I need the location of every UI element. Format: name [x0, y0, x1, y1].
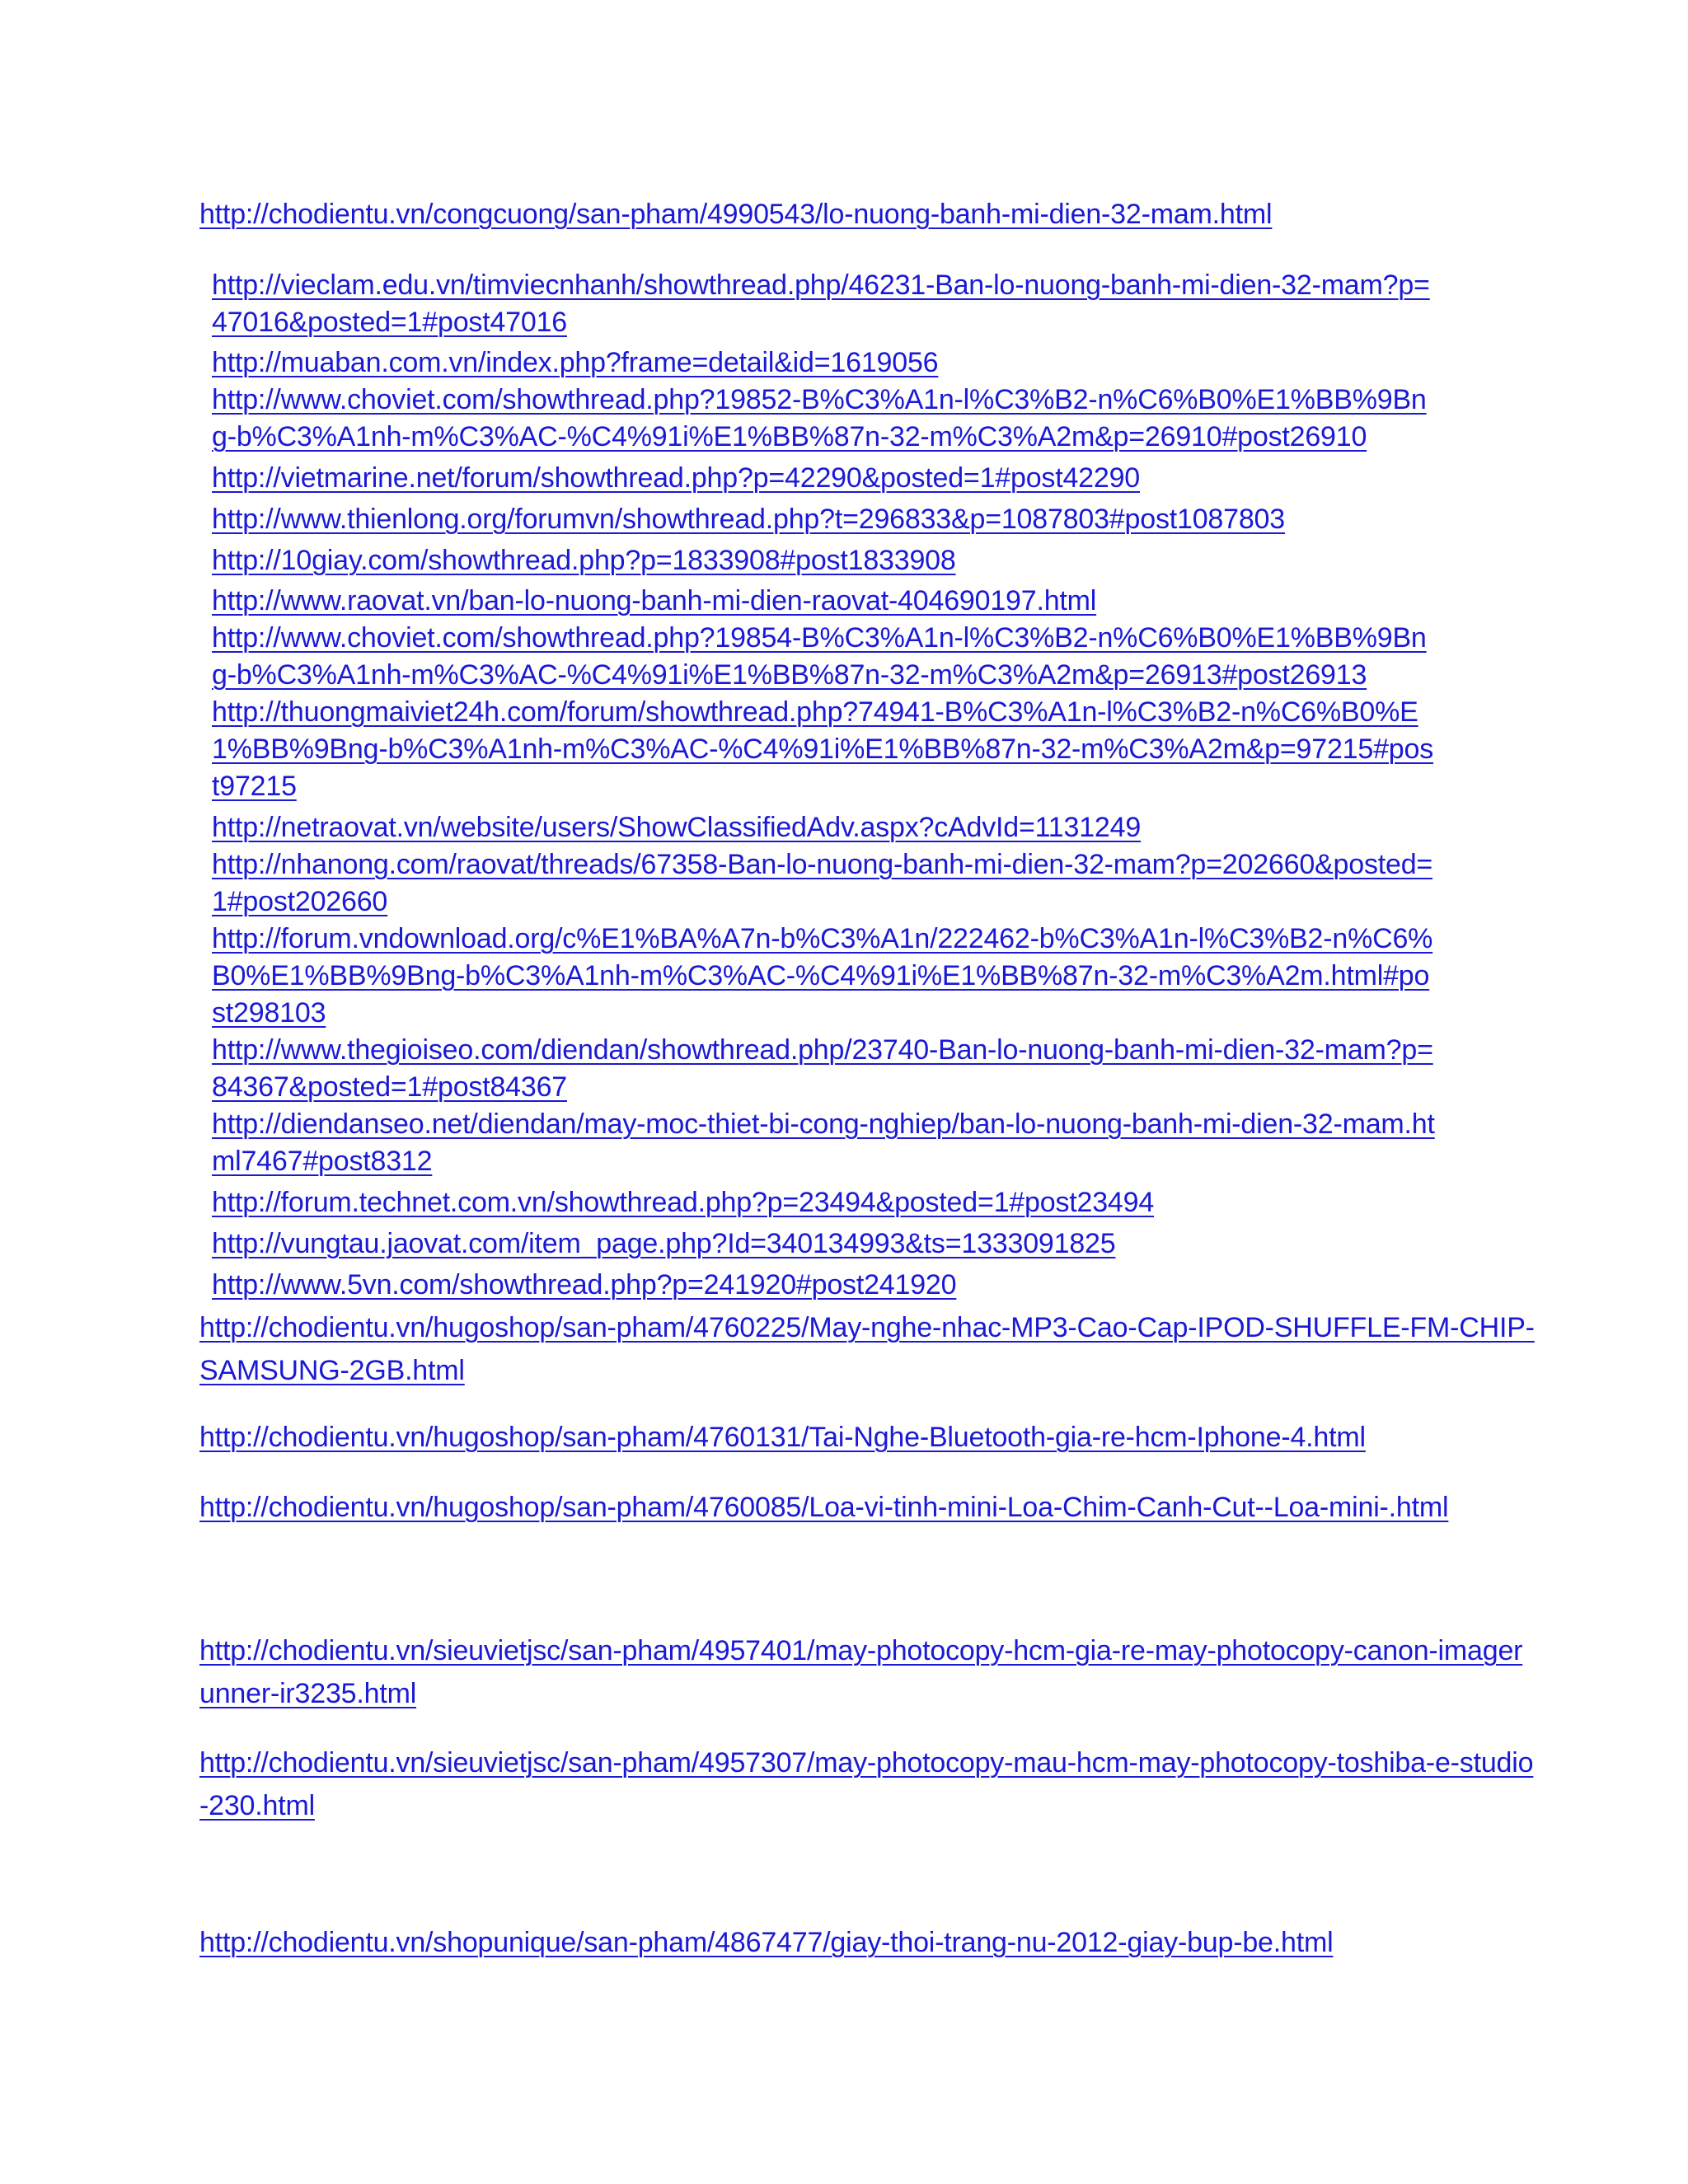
- link-choviet-26910[interactable]: http://www.choviet.com/showthread.php?19852-B%C3%A1n-l%C3%B2-n%C6%B0%E1%BB%9Bng-b%C3%A1nh-m%C3%AC-%C4%91i%E1%BB%87n-32-m%C3%A2m&p=26910#post26910: [212, 384, 1427, 452]
- link-sieuvietjsc-toshiba[interactable]: http://chodientu.vn/sieuvietjsc/san-pham/4957307/may-photocopy-mau-hcm-may-photocopy-toshiba-e-studio-230.html: [199, 1747, 1534, 1821]
- link-jaovat[interactable]: http://vungtau.jaovat.com/item_page.php?Id=340134993&ts=1333091825: [212, 1228, 1116, 1259]
- link-thuongmaiviet24h[interactable]: http://thuongmaiviet24h.com/forum/showthread.php?74941-B%C3%A1n-l%C3%B2-n%C6%B0%E1%BB%9Bng-b%C3%A1nh-m%C3%AC-%C4%91i%E1%BB%87n-32-m%C3%A2m&p=97215#post97215: [212, 696, 1434, 802]
- link-vieclam[interactable]: http://vieclam.edu.vn/timviecnhanh/showthread.php/46231-Ban-lo-nuong-banh-mi-dien-32-mam?p=47016&posted=1#post47016: [212, 269, 1430, 338]
- link-thegioiseo[interactable]: http://www.thegioiseo.com/diendan/showthread.php/23740-Ban-lo-nuong-banh-mi-dien-32-mam?p=84367&posted=1#post84367: [212, 1034, 1433, 1103]
- link-hugoshop-loa[interactable]: http://chodientu.vn/hugoshop/san-pham/4760085/Loa-vi-tinh-mini-Loa-Chim-Canh-Cut--Loa-mini-.html: [199, 1492, 1449, 1523]
- link-chodientu-lo-nuong[interactable]: http://chodientu.vn/congcuong/san-pham/4990543/lo-nuong-banh-mi-dien-32-mam.html: [199, 199, 1273, 230]
- link-shopunique-giay[interactable]: http://chodientu.vn/shopunique/san-pham/4867477/giay-thoi-trang-nu-2012-giay-bup-be.html: [199, 1927, 1334, 1958]
- link-muaban[interactable]: http://muaban.com.vn/index.php?frame=detail&id=1619056: [212, 347, 939, 378]
- link-sieuvietjsc-canon[interactable]: http://chodientu.vn/sieuvietjsc/san-pham/4957401/may-photocopy-hcm-gia-re-may-photocopy-canon-imagerunner-ir3235.html: [199, 1635, 1523, 1709]
- link-netraovat[interactable]: http://netraovat.vn/website/users/ShowClassifiedAdv.aspx?cAdvId=1131249: [212, 812, 1142, 843]
- link-hugoshop-mp3[interactable]: http://chodientu.vn/hugoshop/san-pham/4760225/May-nghe-nhac-MP3-Cao-Cap-IPOD-SHUFFLE-FM-CHIP-SAMSUNG-2GB.html: [199, 1312, 1535, 1386]
- link-nhanong[interactable]: http://nhanong.com/raovat/threads/67358-Ban-lo-nuong-banh-mi-dien-32-mam?p=202660&posted=1#post202660: [212, 849, 1433, 917]
- link-vndownload[interactable]: http://forum.vndownload.org/c%E1%BA%A7n-b%C3%A1n/222462-b%C3%A1n-l%C3%B2-n%C6%B0%E1%BB%9Bng-b%C3%A1nh-m%C3%AC-%C4%91i%E1%BB%87n-32-m%C3%A2m.html#post298103: [212, 923, 1433, 1029]
- link-thienlong[interactable]: http://www.thienlong.org/forumvn/showthread.php?t=296833&p=1087803#post1087803: [212, 504, 1285, 535]
- link-5vn[interactable]: http://www.5vn.com/showthread.php?p=241920#post241920: [212, 1269, 957, 1301]
- link-choviet-26913[interactable]: http://www.choviet.com/showthread.php?19854-B%C3%A1n-l%C3%B2-n%C6%B0%E1%BB%9Bng-b%C3%A1nh-m%C3%AC-%C4%91i%E1%BB%87n-32-m%C3%A2m&p=26913#post26913: [212, 622, 1427, 691]
- link-diendanseo[interactable]: http://diendanseo.net/diendan/may-moc-thiet-bi-cong-nghiep/ban-lo-nuong-banh-mi-dien-32-mam.html7467#post8312: [212, 1108, 1435, 1177]
- link-hugoshop-tai-nghe[interactable]: http://chodientu.vn/hugoshop/san-pham/4760131/Tai-Nghe-Bluetooth-gia-re-hcm-Iphone-4.html: [199, 1422, 1366, 1453]
- link-technet[interactable]: http://forum.technet.com.vn/showthread.php?p=23494&posted=1#post23494: [212, 1187, 1155, 1218]
- link-raovat[interactable]: http://www.raovat.vn/ban-lo-nuong-banh-mi-dien-raovat-404690197.html: [212, 585, 1097, 616]
- link-vietmarine[interactable]: http://vietmarine.net/forum/showthread.php?p=42290&posted=1#post42290: [212, 462, 1141, 494]
- link-10giay[interactable]: http://10giay.com/showthread.php?p=1833908#post1833908: [212, 545, 956, 576]
